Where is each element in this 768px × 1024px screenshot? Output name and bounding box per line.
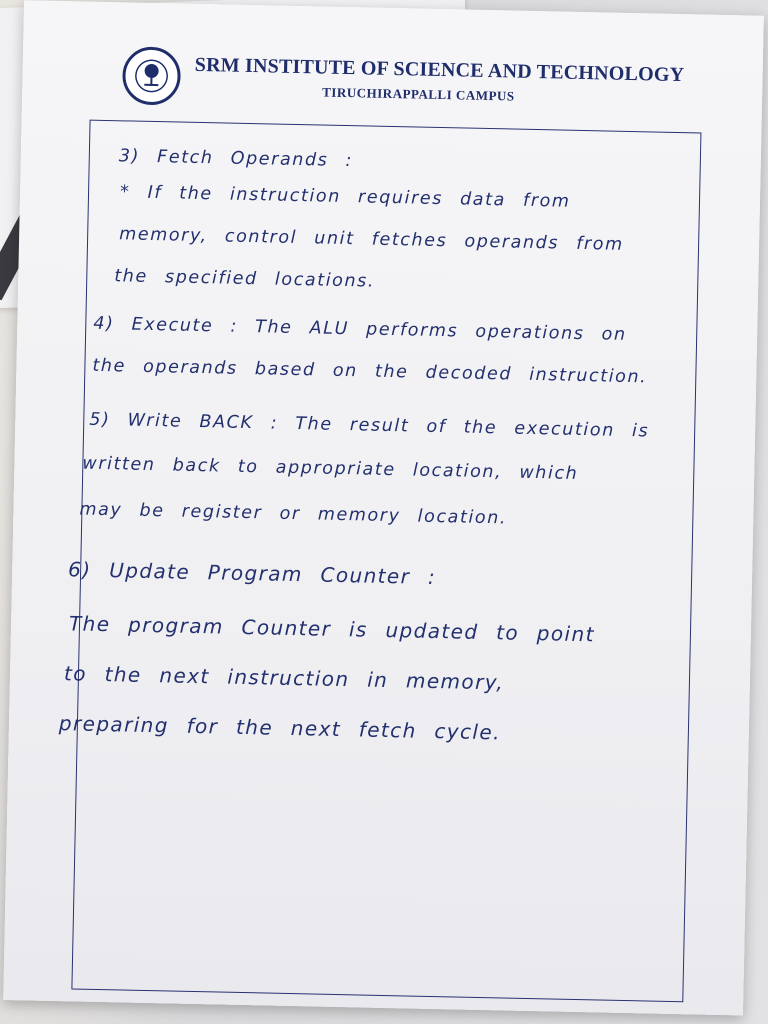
srm-emblem-icon: [122, 46, 181, 105]
note-line-12: to the next instruction in memory,: [63, 661, 505, 695]
letterhead: [122, 42, 683, 124]
note-line-13: preparing for the next fetch cycle.: [58, 711, 502, 745]
institution-name: SRM INSTITUTE OF SCIENCE AND TECHNOLOGY: [194, 53, 685, 87]
note-line-7: 5) Write BACK : The result of the execution is: [89, 409, 650, 442]
note-line-5: 4) Execute : The ALU performs operations on: [93, 313, 627, 345]
note-line-1: 3) Fetch Operands :: [118, 146, 354, 172]
note-line-8: written back to appropriate location, which: [82, 453, 579, 484]
note-line-11: The program Counter is updated to point: [68, 611, 596, 647]
note-line-4: the specified locations.: [114, 266, 376, 292]
note-line-3: memory, control unit fetches operands from: [118, 224, 624, 255]
note-line-2: * If the instruction requires data from: [119, 182, 571, 212]
answer-sheet: [3, 0, 764, 1015]
note-line-6: the operands based on the decoded instruction.: [92, 355, 648, 388]
tree-icon: [140, 63, 162, 87]
note-line-9: may be register or memory location.: [79, 499, 508, 529]
campus-name: TIRUCHIRAPPALLI CAMPUS: [322, 84, 515, 104]
note-line-10: 6) Update Program Counter :: [67, 557, 437, 590]
